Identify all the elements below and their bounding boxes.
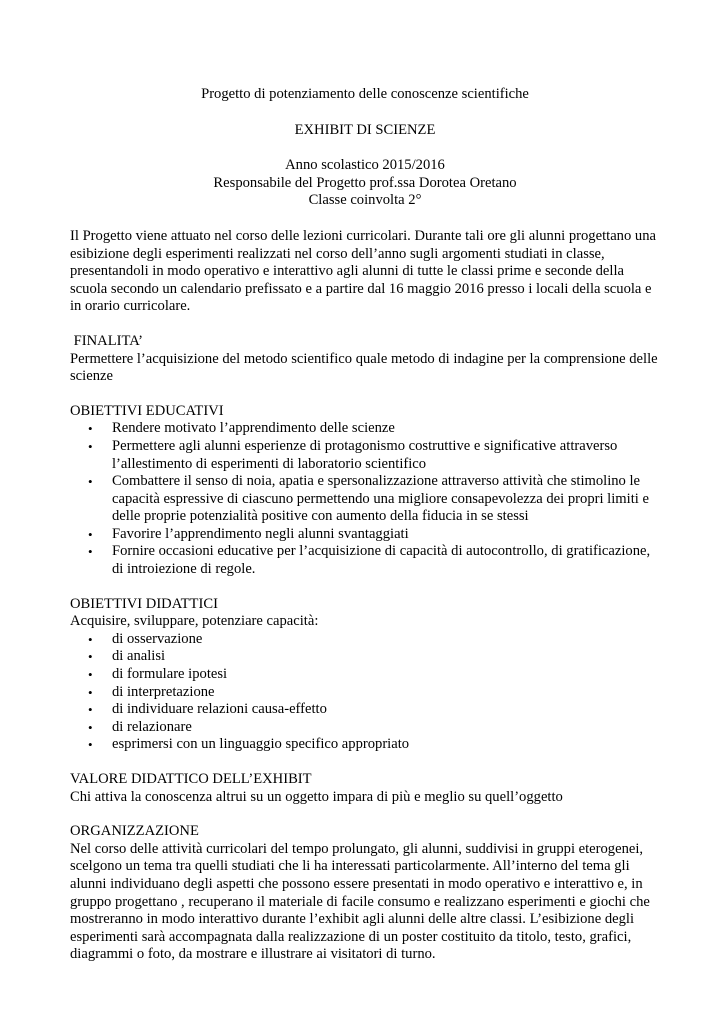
bullet-icon: • — [88, 649, 93, 665]
finalita-heading: FINALITA’ — [70, 332, 144, 349]
bullet-icon: • — [88, 474, 93, 490]
bullet-icon: • — [88, 421, 93, 437]
list-item: • Rendere motivato l’apprendimento delle scienze — [88, 420, 395, 437]
list-item: • di individuare relazioni causa-effetto — [88, 701, 327, 718]
obiettivi-didattici-heading: OBIETTIVI DIDATTICI — [70, 595, 218, 612]
bullet-icon: • — [88, 631, 93, 647]
project-responsible: Responsabile del Progetto prof.ssa Dorotea Oretano — [213, 174, 517, 191]
bullet-icon: • — [88, 667, 93, 683]
list-item: • di interpretazione — [88, 683, 215, 700]
obiettivi-didattici-list — [70, 631, 660, 754]
valore-didattico-text: Chi attiva la conoscenza altrui su un oggetto impara di più e meglio su quell’oggetto — [70, 788, 563, 805]
obiettivi-didattici-intro: Acquisire, sviluppare, potenziare capacità: — [70, 613, 319, 630]
organizzazione-heading: ORGANIZZAZIONE — [70, 823, 199, 840]
bullet-icon: • — [88, 438, 93, 454]
bullet-icon: • — [88, 526, 93, 542]
list-item: • di formulare ipotesi — [88, 666, 228, 683]
valore-didattico-heading: VALORE DIDATTICO DELL’EXHIBIT — [70, 771, 312, 787]
organizzazione-text: Nel corso delle attività curricolari del tempo prolungato, gli alunni, suddivisi in gruppi eterogenei, scelgono un tema tra quelli studiati che li ha interessati particolarmente. All’interno del tema gli alunni individuano degli aspetti che possono essere presentati in modo operativo e interattivo e, in gruppo progettano , recuperano il materiale di facile consumo e realizzano esperimenti e giochi che mostreranno in modo interattivo durante l’exhibit agli alunni delle altre classi. L’esibizione degli esperimenti sarà accompagnata dalla realizzazione di un poster costituito da titolo, testo, grafici, diagrammi o foto, da mostrare e illustrare ai visitatori di turno. — [70, 840, 650, 963]
finalita-text: Permettere l’acquisizione del metodo scientifico quale metodo di indagine per la comprensione delle scienze — [70, 350, 658, 385]
intro-paragraph: Il Progetto viene attuato nel corso delle lezioni curricolari. Durante tali ore gli alunni progettano una esibizione degli esperimenti realizzati nel corso dell’anno sugli argomenti studiati in classe, presentandoli in modo operativo e interattivo agli alunni di tutte le classi prime e seconde della scuola secondo un calendario prefissato e a partire dal 16 maggio 2016 presso i locali della scuola e in orario curricolare. — [70, 227, 656, 315]
project-title: Progetto di potenziamento delle conoscenze scientifiche — [201, 86, 529, 102]
list-item: • Permettere agli alunni esperienze di protagonismo costruttive e significative attraverso l’allestimento di esperimenti di laboratorio scientifico — [88, 437, 618, 472]
school-year: Anno scolastico 2015/2016 — [285, 157, 445, 174]
bullet-icon: • — [88, 737, 93, 753]
bullet-icon: • — [88, 702, 93, 718]
list-item: • Favorire l’apprendimento negli alunni svantaggiati — [88, 525, 409, 542]
document-page — [70, 86, 660, 964]
list-item: • di relazionare — [88, 718, 192, 735]
list-item: • esprimersi con un linguaggio specifico appropriato — [88, 736, 410, 753]
class-involved: Classe coinvolta 2° — [308, 192, 422, 209]
obiettivi-educativi-heading: OBIETTIVI EDUCATIVI — [70, 402, 224, 419]
list-item: • di analisi — [88, 648, 166, 665]
bullet-icon: • — [88, 544, 93, 560]
bullet-icon: • — [88, 684, 93, 700]
exhibit-title: EXHIBIT DI SCIENZE — [294, 121, 436, 138]
bullet-icon: • — [88, 719, 93, 735]
obiettivi-educativi-list — [70, 420, 660, 578]
list-item: • Combattere il senso di noia, apatia e spersonalizzazione attraverso attività che stimolino le capacità espressive di ciascuno permettendo una migliore consapevolezza dei propri limiti e delle proprie potenzialità positive con aumento della fiducia in se stessi — [88, 473, 649, 525]
list-item: • Fornire occasioni educative per l’acquisizione di capacità di autocontrollo, di gratificazione, di introiezione di regole. — [88, 543, 651, 578]
list-item: • di osservazione — [88, 630, 203, 647]
